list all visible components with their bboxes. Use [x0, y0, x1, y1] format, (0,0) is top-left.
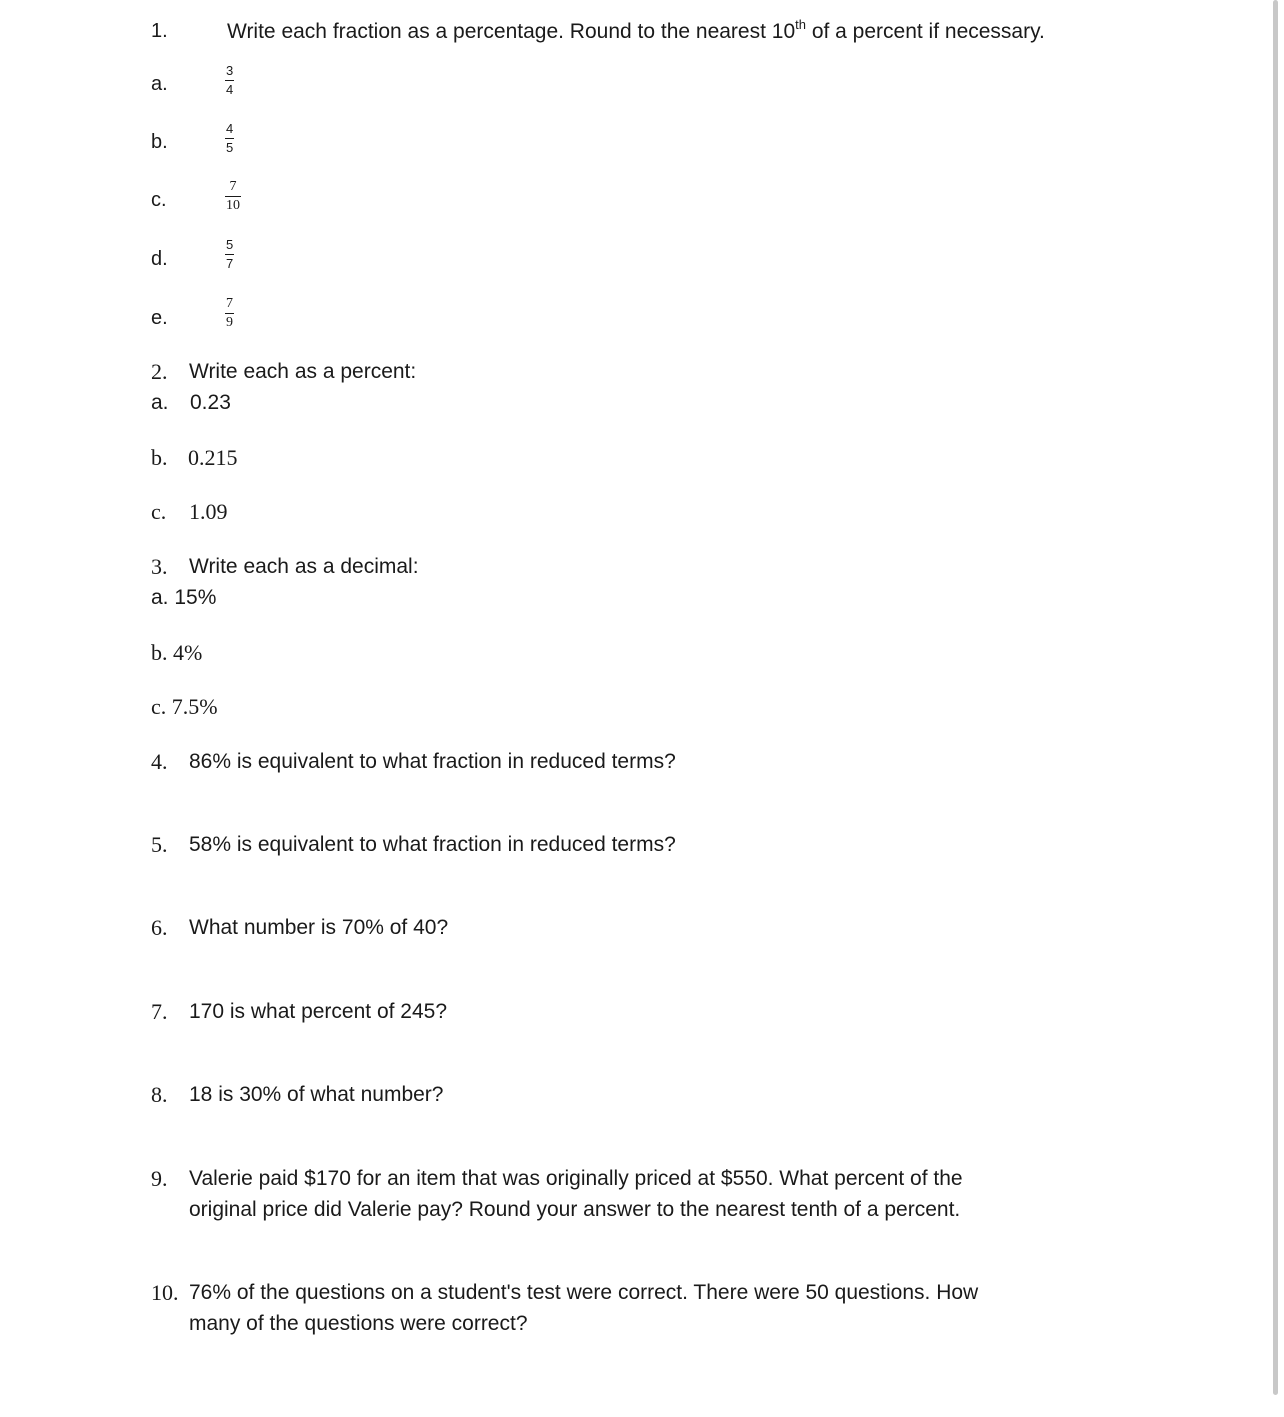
- q2-prompt: Write each as a percent:: [189, 360, 417, 383]
- q9-prompt-line2: original price did Valerie pay? Round your answer to the nearest tenth of a percent.: [189, 1198, 961, 1221]
- q10-prompt-line1: 76% of the questions on a student's test were correct. There were 50 questions. How: [189, 1281, 979, 1304]
- q1a-label: a.: [151, 73, 168, 95]
- q2b-label: b.: [151, 445, 168, 470]
- q6-prompt: What number is 70% of 40?: [189, 916, 449, 939]
- q1-prompt-text-end: of a percent if necessary.: [805, 20, 1045, 43]
- q1b-label: b.: [151, 131, 168, 153]
- vertical-scrollbar[interactable]: [1273, 0, 1278, 1395]
- q6-number: 6.: [151, 915, 168, 940]
- q3c-label: c.: [151, 694, 167, 719]
- q5-prompt: 58% is equivalent to what fraction in reduced terms?: [189, 833, 676, 856]
- q1c-label: c.: [151, 189, 167, 211]
- q8-prompt: 18 is 30% of what number?: [189, 1083, 444, 1106]
- q1a-denominator: 4: [226, 82, 234, 97]
- q3a-value: 15%: [174, 586, 217, 609]
- q1c-numerator: 7: [229, 179, 237, 194]
- q1e-label: e.: [151, 307, 168, 329]
- q1-prompt-superscript: th: [795, 17, 806, 32]
- q1c-fraction: [225, 180, 241, 213]
- q9-prompt-line1: Valerie paid $170 for an item that was originally priced at $550. What percent of the: [189, 1167, 963, 1190]
- q3c-value: 7.5%: [171, 694, 218, 719]
- q7-number: 7.: [151, 999, 168, 1024]
- q2a-label: a.: [151, 391, 169, 414]
- q2c-value: 1.09: [189, 499, 228, 524]
- q3b-label: b.: [151, 640, 168, 665]
- q2-number: 2.: [151, 359, 168, 384]
- q3a-item: [151, 586, 216, 610]
- q7-prompt: 170 is what percent of 245?: [189, 1000, 448, 1023]
- q1a-numerator: 3: [226, 63, 234, 78]
- q2a-value: 0.23: [190, 391, 231, 414]
- q1c-denominator: 10: [226, 198, 240, 213]
- q1-prompt-text: Write each fraction as a percentage. Round to the nearest 10: [227, 20, 796, 43]
- q4-prompt: 86% is equivalent to what fraction in reduced terms?: [189, 750, 676, 773]
- q1a-fraction: [225, 64, 234, 97]
- q3b-value: 4%: [173, 640, 203, 665]
- q1b-fraction: [225, 122, 234, 155]
- q2c-label: c.: [151, 499, 167, 524]
- q10-prompt-line2: many of the questions were correct?: [189, 1312, 528, 1335]
- q5-number: 5.: [151, 832, 168, 857]
- q1d-numerator: 5: [226, 237, 234, 252]
- q1b-numerator: 4: [226, 121, 234, 136]
- q1d-label: d.: [151, 248, 168, 270]
- q8-number: 8.: [151, 1082, 168, 1107]
- q2b-value: 0.215: [188, 445, 238, 470]
- q1e-denominator: 9: [226, 315, 233, 330]
- q1-prompt: [227, 17, 1045, 44]
- q1b-denominator: 5: [226, 140, 234, 155]
- q1e-numerator: 7: [226, 296, 233, 311]
- q3-number: 3.: [151, 554, 168, 579]
- q1-number: 1.: [151, 20, 168, 42]
- q9-number: 9.: [151, 1166, 168, 1191]
- q4-number: 4.: [151, 749, 168, 774]
- q3-prompt: Write each as a decimal:: [189, 555, 419, 578]
- q3c-item: [151, 694, 218, 720]
- q1d-fraction: [225, 238, 234, 271]
- q1e-fraction: [225, 297, 234, 330]
- q10-number: 10.: [151, 1280, 179, 1305]
- q3b-item: [151, 640, 202, 666]
- q3a-label: a.: [151, 586, 169, 609]
- q1d-denominator: 7: [226, 256, 234, 271]
